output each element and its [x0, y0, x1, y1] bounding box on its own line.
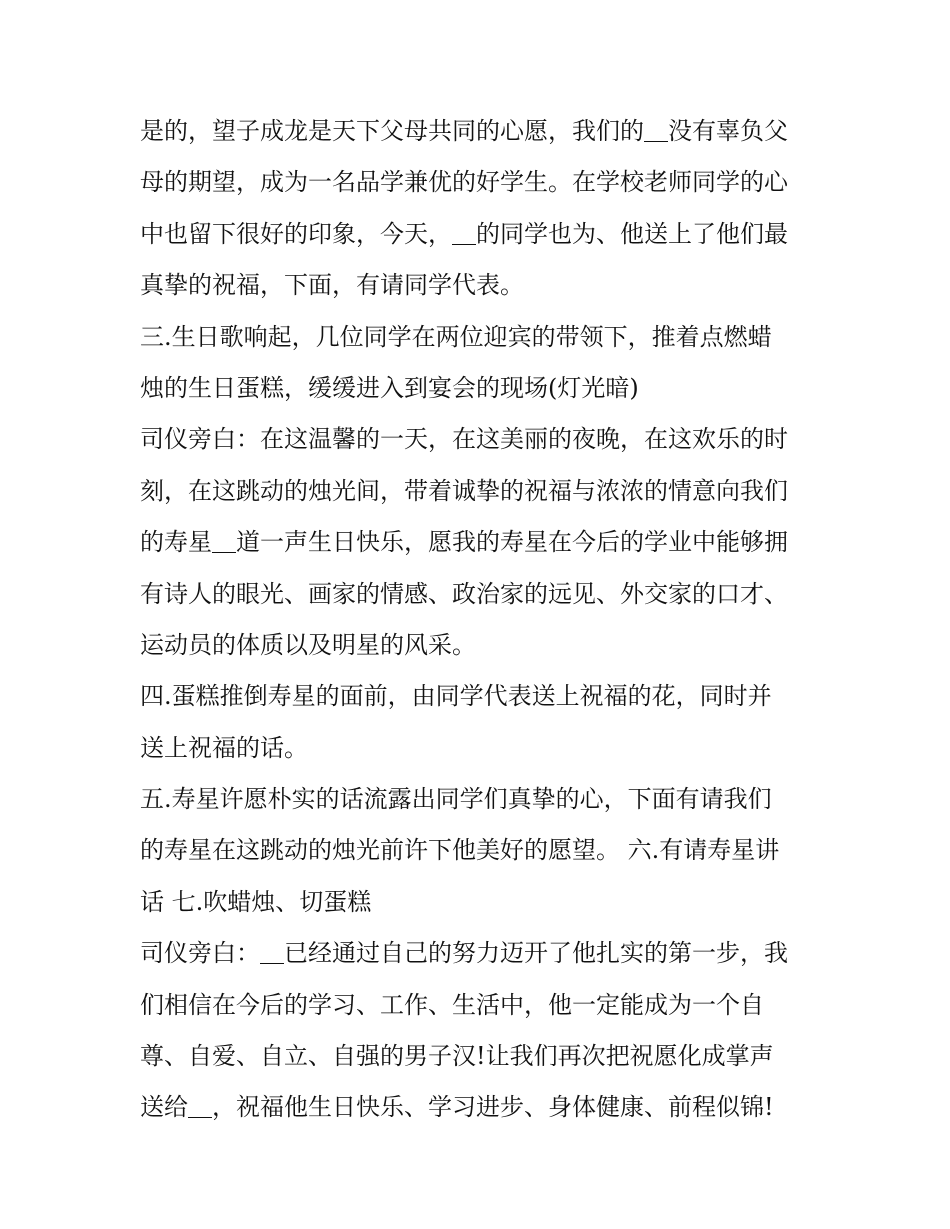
text-line: 烛的生日蛋糕，缓缓进入到宴会的现场(灯光暗): [140, 373, 639, 402]
text-line: 有诗人的眼光、画家的情感、政治家的远见、外交家的口才、: [140, 579, 788, 608]
text-line: 运动员的体质以及明星的风采。: [140, 630, 476, 659]
text-line: 中也留下很好的印象，今天，＿的同学也为、他送上了他们最: [140, 219, 788, 248]
text-line: 刻，在这跳动的烛光间，带着诚挚的祝福与浓浓的情意向我们: [140, 476, 788, 505]
text-line: 尊、自爱、自立、自强的男子汉!让我们再次把祝愿化成掌声: [140, 1042, 774, 1071]
text-line: 送上祝福的话。: [140, 733, 308, 762]
text-line: 是的，望子成龙是天下父母共同的心愿，我们的＿没有辜负父: [140, 117, 788, 145]
text-line: 司仪旁白：＿已经通过自己的努力迈开了他扎实的第一步，我: [140, 939, 788, 968]
text-line: 们相信在今后的学习、工作、生活中，他一定能成为一个自: [140, 990, 764, 1019]
text-line: 送给＿，祝福他生日快乐、学习进步、身体健康、前程似锦!: [140, 1093, 774, 1122]
text-line: 话 七.吹蜡烛、切蛋糕: [140, 887, 372, 916]
body-text: [140, 106, 830, 1134]
text-line: 五.寿星许愿朴实的话流露出同学们真挚的心，下面有请我们: [140, 785, 772, 814]
text-line: 四.蛋糕推倒寿星的面前，由同学代表送上祝福的花，同时并: [140, 682, 772, 711]
text-line: 的寿星在这跳动的烛光前许下他美好的愿望。 六.有请寿星讲: [140, 836, 780, 865]
text-line: 三.生日歌响起，几位同学在两位迎宾的带领下，推着点燃蜡: [140, 322, 772, 351]
text-line: 司仪旁白：在这温馨的一天，在这美丽的夜晚，在这欢乐的时: [140, 425, 788, 454]
text-line: 真挚的祝福，下面，有请同学代表。: [140, 271, 524, 300]
text-line: 的寿星＿道一声生日快乐，愿我的寿星在今后的学业中能够拥: [140, 528, 788, 557]
text-line: 母的期望，成为一名品学兼优的好学生。在学校老师同学的心: [140, 168, 788, 197]
